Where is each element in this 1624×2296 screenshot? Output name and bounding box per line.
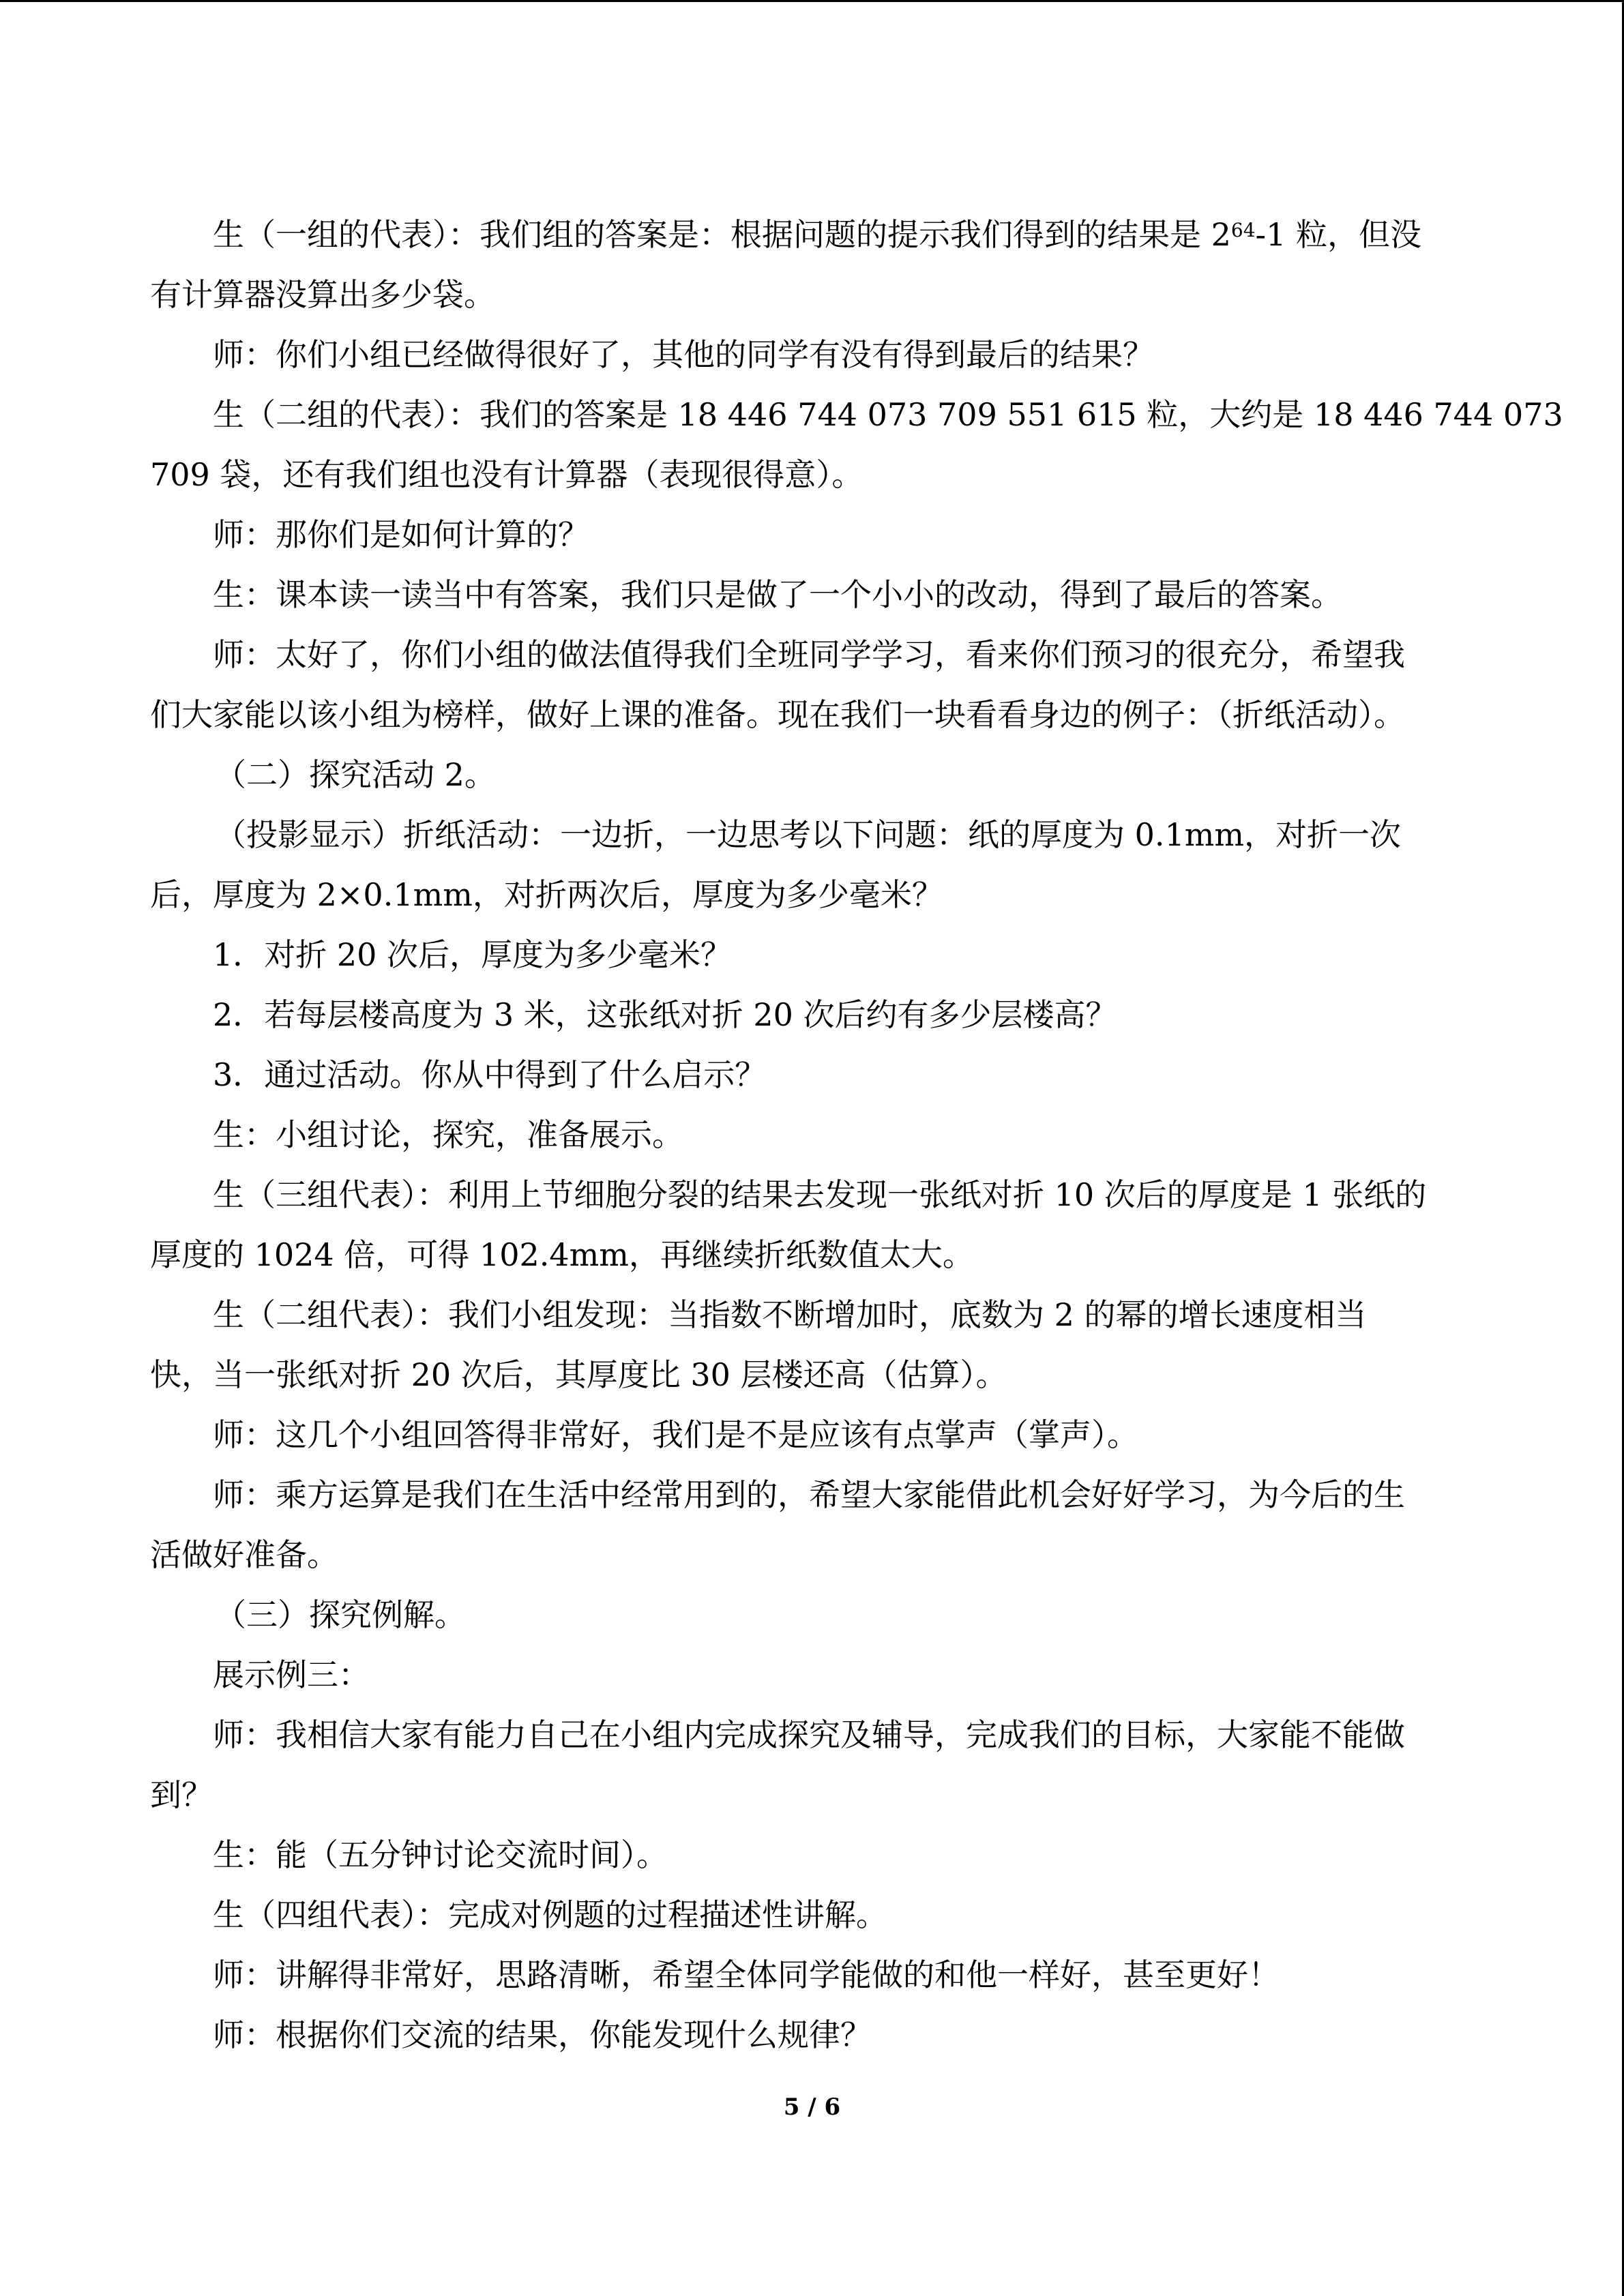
- paragraph-group2-finding: [150, 1285, 1480, 1405]
- page-number: 5 / 6: [783, 2093, 841, 2121]
- paragraph-line: 生：能（五分钟讨论交流时间）。: [213, 1836, 668, 1873]
- paragraph-line: 生：课本读一读当中有答案，我们只是做了一个小小的改动，得到了最后的答案。: [213, 576, 1342, 613]
- paragraph-line: 师：根据你们交流的结果，你能发现什么规律？: [213, 2016, 872, 2053]
- paragraph-line: （二）探究活动 2。: [215, 756, 496, 793]
- question-2: [150, 985, 1480, 1045]
- paragraph-line: 们大家能以该小组为榜样，做好上课的准备。现在我们一块看看身边的例子：（折纸活动）。: [150, 696, 1405, 733]
- paragraph-line-tail: -1 粒，但没: [1255, 216, 1421, 253]
- question-1: [150, 925, 1480, 985]
- paragraph-line: （三）探究例解。: [215, 1596, 466, 1633]
- paragraph-student-3: [150, 1825, 1480, 1885]
- document-body: [150, 205, 1563, 2065]
- paragraph-group4: [150, 1885, 1480, 1945]
- paragraph-line: 师：太好了，你们小组的做法值得我们全班同学学习，看来你们预习的很充分，希望我: [213, 636, 1405, 673]
- paragraph-line: 师：你们小组已经做得很好了，其他的同学有没有得到最后的结果？: [213, 336, 1154, 373]
- paragraph-line: 生（一组的代表）：我们组的答案是：根据问题的提示我们得到的结果是 2: [213, 216, 1231, 253]
- paragraph-line: 厚度的 1024 倍，可得 102.4mm，再继续折纸数值太大。: [150, 1236, 974, 1273]
- paragraph-line: 师：我相信大家有能力自己在小组内完成探究及辅导，完成我们的目标，大家能不能做: [213, 1716, 1405, 1753]
- paragraph-line: 师：那你们是如何计算的？: [213, 516, 589, 553]
- paragraph-student-2: [150, 1105, 1480, 1165]
- paragraph-line: 师：讲解得非常好，思路清晰，希望全体同学能做的和他一样好，甚至更好！: [213, 1956, 1280, 1993]
- paragraph-line: 到？: [150, 1776, 213, 1813]
- paragraph-student-1: [150, 565, 1480, 625]
- page-border-top: [0, 0, 1624, 2]
- section-heading-activity-2: [150, 745, 1480, 805]
- paragraph-group1-answer: [150, 205, 1480, 325]
- paragraph-line: 生（三组代表）：利用上节细胞分裂的结果去发现一张纸对折 10 次后的厚度是 1 张纸的: [213, 1176, 1427, 1213]
- paragraph-line: 3．通过活动。你从中得到了什么启示？: [213, 1056, 767, 1093]
- paragraph-teacher-6: [150, 1705, 1480, 1825]
- paragraph-line: 生（二组的代表）：我们的答案是 18 446 744 073 709 551 615 粒，大约是 18 446 744 073: [213, 396, 1563, 433]
- paragraph-teacher-7: [150, 1945, 1480, 2005]
- paragraph-line: 有计算器没算出多少袋。: [150, 276, 495, 313]
- paragraph-line: 1．对折 20 次后，厚度为多少毫米？: [213, 936, 733, 973]
- paragraph-line: 709 袋，还有我们组也没有计算器（表现很得意）。: [150, 456, 863, 493]
- paragraph-teacher-4: [150, 1405, 1480, 1465]
- section-heading-examples: [150, 1585, 1480, 1645]
- paragraph-line: 生（二组代表）：我们小组发现：当指数不断增加时，底数为 2 的幂的增长速度相当: [213, 1296, 1367, 1333]
- paragraph-show-example: [150, 1645, 1480, 1705]
- paragraph-teacher-2: [150, 505, 1480, 565]
- question-3: [150, 1045, 1480, 1105]
- paragraph-teacher-3: [150, 625, 1480, 745]
- exponent: 64: [1230, 219, 1256, 241]
- paragraph-line: 生：小组讨论，探究，准备展示。: [213, 1116, 683, 1153]
- paragraph-line: 活做好准备。: [150, 1536, 338, 1573]
- paragraph-teacher-8: [150, 2005, 1480, 2065]
- paragraph-folding-activity: [150, 805, 1480, 925]
- paragraph-line: 后，厚度为 2×0.1mm，对折两次后，厚度为多少毫米？: [150, 876, 943, 913]
- paragraph-group2-answer: [150, 385, 1563, 505]
- paragraph-line: 生（四组代表）：完成对例题的过程描述性讲解。: [213, 1896, 887, 1933]
- paragraph-teacher-5: [150, 1465, 1480, 1585]
- paragraph-line: 快，当一张纸对折 20 次后，其厚度比 30 层楼还高（估算）。: [150, 1356, 1007, 1393]
- paragraph-line: （投影显示）折纸活动：一边折，一边思考以下问题：纸的厚度为 0.1mm，对折一次: [215, 816, 1402, 853]
- paragraph-line: 展示例三：: [213, 1656, 370, 1693]
- paragraph-teacher-1: [150, 325, 1480, 385]
- paragraph-line: 师：乘方运算是我们在生活中经常用到的，希望大家能借此机会好好学习，为今后的生: [213, 1476, 1405, 1513]
- paragraph-line: 师：这几个小组回答得非常好，我们是不是应该有点掌声（掌声）。: [213, 1416, 1138, 1453]
- paragraph-line: 2．若每层楼高度为 3 米，这张纸对折 20 次后约有多少层楼高？: [213, 996, 1117, 1033]
- paragraph-group3: [150, 1165, 1480, 1285]
